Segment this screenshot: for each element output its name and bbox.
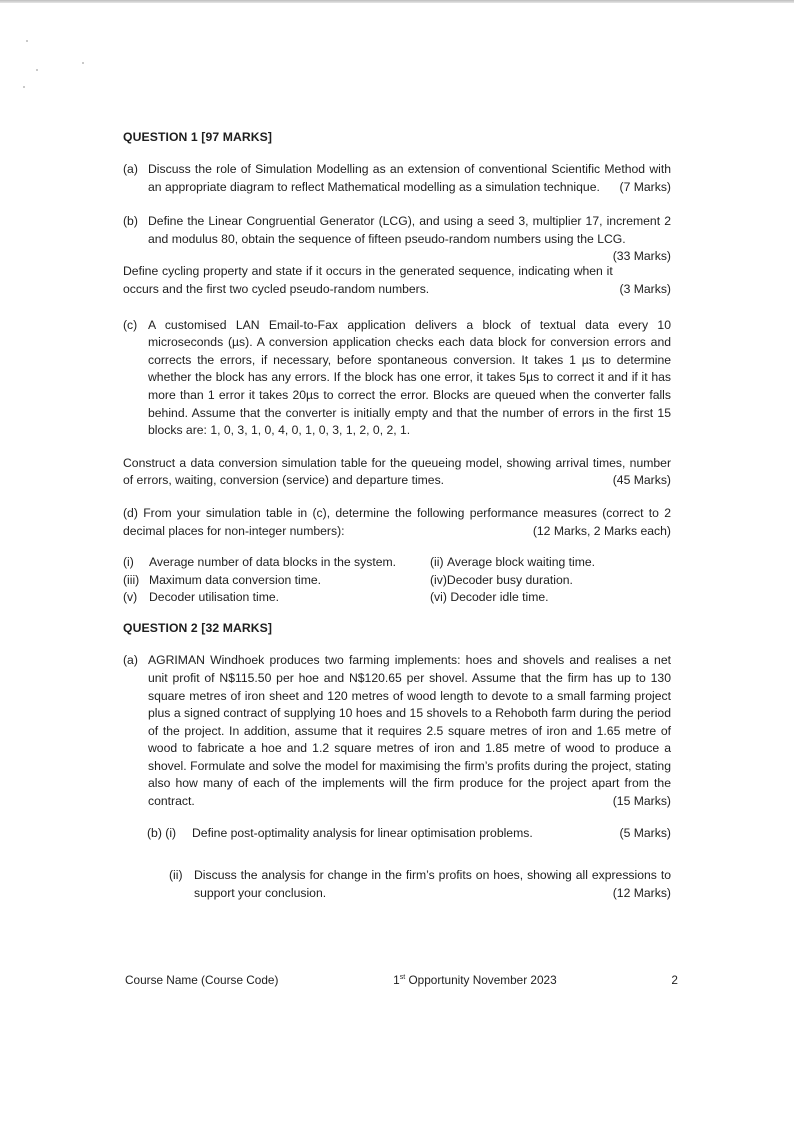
scan-speck bbox=[26, 40, 28, 42]
measure-label: (iii) bbox=[123, 572, 140, 587]
marks: (45 Marks) bbox=[612, 473, 671, 488]
measure-text: Decoder utilisation time. bbox=[149, 589, 280, 604]
measure-item bbox=[123, 554, 430, 571]
exam-page bbox=[123, 130, 671, 902]
page-number: 2 bbox=[671, 973, 678, 987]
item-label: (ii) bbox=[169, 868, 183, 883]
opportunity-text: Opportunity November 2023 bbox=[408, 973, 557, 987]
item-label: (b) bbox=[123, 214, 138, 229]
marks: (12 Marks, 2 Marks each) bbox=[532, 523, 671, 538]
question-1c bbox=[123, 317, 671, 440]
question-2b-ii bbox=[169, 867, 671, 902]
marks: (3 Marks) bbox=[619, 281, 671, 296]
measure-item bbox=[123, 572, 430, 589]
measure-text: Decoder busy duration. bbox=[446, 572, 573, 587]
construct-table-question bbox=[123, 455, 671, 490]
item-label: (c) bbox=[123, 317, 138, 332]
opportunity-number: 1 bbox=[393, 973, 400, 987]
scan-top-edge bbox=[0, 0, 794, 3]
opportunity-suffix: st bbox=[399, 974, 406, 982]
question-1a bbox=[123, 161, 671, 196]
question-1d bbox=[123, 505, 671, 540]
item-text: Define post-optimality analysis for linear optimisation problems. bbox=[192, 825, 533, 840]
item-text: AGRIMAN Windhoek produces two farming implements: hoes and shovels and realises a net unit profit of N$115.50 per hoe and N$120.65 per shovel. Assume that the firm has up to 130 square metres of iron sheet and 120 metres of wood length to devote to a small farming project plus a signed contract of supplying 10 hoes and 15 shovels to a Rehoboth farm during the period of the project. In addition, assume that it requires 2.5 square metres of iron and 1.65 metre of wood to fabricate a hoe and 1.2 square metres of iron and 1.85 metre of wood to produce a shovel. Formulate and solve the model for maximising the firm’s profits during the project, stating also how many of each of the implements will the firm produce for the project apart from the contract. bbox=[148, 653, 671, 809]
measure-text: Average number of data blocks in the system. bbox=[149, 555, 397, 570]
marks: (7 Marks) bbox=[619, 179, 671, 194]
measure-item bbox=[430, 572, 671, 589]
question-2-heading: QUESTION 2 [32 MARKS] bbox=[123, 621, 273, 636]
measure-text: Average block waiting time. bbox=[446, 555, 596, 570]
footer-opportunity bbox=[393, 973, 557, 987]
marks: (33 Marks) bbox=[612, 249, 671, 264]
question-2a bbox=[123, 652, 671, 810]
item-text: Discuss the role of Simulation Modelling as an extension of conventional Scientific Method with an appropriate diagram to reflect Mathematical modelling as a simulation technique. bbox=[148, 162, 671, 194]
measure-label: (i) bbox=[123, 555, 134, 570]
item-label: (a) bbox=[123, 653, 138, 668]
measure-label: (iv) bbox=[430, 572, 447, 587]
marks: (15 Marks) bbox=[612, 794, 671, 809]
scan-speck bbox=[36, 69, 38, 71]
marks: (12 Marks) bbox=[612, 885, 671, 900]
question-2b-i bbox=[147, 825, 671, 843]
measure-text: Maximum data conversion time. bbox=[149, 572, 322, 587]
item-text: A customised LAN Email-to-Fax application delivers a block of textual data every 10 microseconds (µs). A conversion application checks each data block for conversion errors and corrects the errors, if necessary, before spontaneous conversion. It takes 1 µs to determine whether the block has any errors. If the block has one error, it takes 5µs to correct it and if it has more than 1 error it takes 20µs to correct the error. Blocks are queued when the converter falls behind. Assume that the converter is initially empty and that the number of errors in the first 15 blocks are: 1, 0, 3, 1, 0, 4, 0, 1, 0, 3, 1, 2, 0, 2, 1. bbox=[148, 317, 671, 438]
para-text: Construct a data conversion simulation table for the queueing model, showing arrival times, number of errors, waiting, conversion (service) and departure times. bbox=[123, 455, 671, 488]
item-label: (d) bbox=[123, 505, 138, 520]
item-text: From your simulation table in (c), determine the following performance measures (correct to 2 decimal places for non-integer numbers): bbox=[123, 505, 671, 538]
footer-course: Course Name (Course Code) bbox=[125, 973, 279, 987]
scan-speck bbox=[82, 62, 84, 64]
measure-label: (vi) bbox=[430, 589, 447, 604]
measure-item bbox=[430, 589, 671, 606]
measure-item bbox=[123, 589, 430, 606]
item-label: (b) (i) bbox=[147, 825, 177, 840]
para-text: Define cycling property and state if it occurs in the generated sequence, indicating when it occurs and the first two cycled pseudo-random numbers. bbox=[123, 264, 613, 296]
question-1b bbox=[123, 213, 671, 264]
item-text: Define the Linear Congruential Generator (LCG), and using a seed 3, multiplier 17, increment 2 and modulus 80, obtain the sequence of fifteen pseudo-random numbers using the LCG. bbox=[148, 214, 671, 246]
item-text: Discuss the analysis for change in the firm’s profits on hoes, showing all expressions to support your conclusion. bbox=[194, 868, 671, 900]
marks: (5 Marks) bbox=[619, 825, 671, 840]
cycling-question bbox=[123, 263, 671, 298]
measure-text: Decoder idle time. bbox=[450, 589, 549, 604]
question-1-heading: QUESTION 1 [97 MARKS] bbox=[123, 130, 273, 144]
scan-speck bbox=[23, 86, 25, 88]
measure-item bbox=[430, 554, 671, 571]
measure-label: (ii) bbox=[430, 555, 444, 570]
item-label: (a) bbox=[123, 162, 138, 176]
performance-measures-list bbox=[123, 554, 671, 606]
page-footer bbox=[125, 973, 678, 987]
measure-label: (v) bbox=[123, 589, 138, 604]
